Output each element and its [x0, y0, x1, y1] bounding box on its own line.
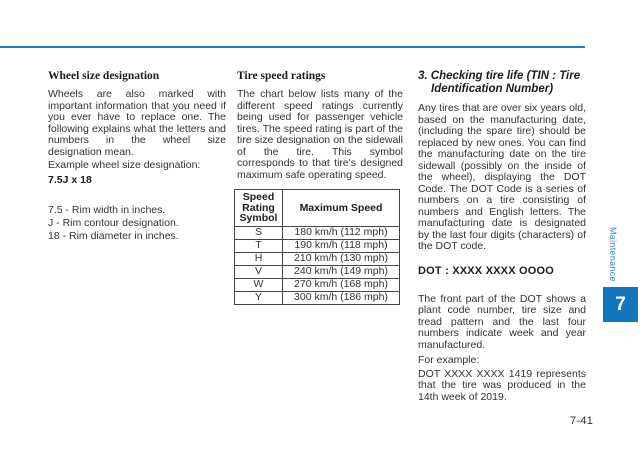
- page-number: 7-41: [570, 415, 594, 427]
- cell-symbol: W: [235, 278, 283, 291]
- cell-symbol: Y: [235, 291, 283, 304]
- cell-speed: 270 km/h (168 mph): [283, 278, 400, 291]
- cell-speed: 240 km/h (149 mph): [283, 265, 400, 278]
- heading-speed-ratings: Tire speed ratings: [237, 70, 326, 82]
- speed-ratings-paragraph: The chart below lists many of the different speed ratings currently being used for passenger vehicle tires. The speed rating is part of the tire size designation on the sidewall of the tire. This symbol corresponds to that tire's designed maximum safe operating speed.: [237, 88, 403, 181]
- table-row: [235, 226, 400, 239]
- cell-speed: 180 km/h (112 mph): [283, 226, 400, 239]
- column-tire-life: [418, 70, 586, 403]
- cell-speed: 210 km/h (130 mph): [283, 252, 400, 265]
- wheel-example-label: Example wheel size designation:: [48, 159, 201, 171]
- wheel-size-legend: [48, 204, 226, 243]
- legend-item-rim-contour: J - Rim contour designation.: [48, 216, 179, 229]
- wheel-size-paragraph: Wheels are also marked with important information that you need if you ever have to replace one. The following explains what the letters and numbers in the wheel size designation mean.: [48, 88, 226, 158]
- header-rule: [0, 46, 585, 48]
- column-wheel-size: [48, 70, 226, 243]
- cell-speed: 190 km/h (118 mph): [283, 239, 400, 252]
- chapter-number-tab: 7: [603, 287, 638, 322]
- tire-life-paragraph: Any tires that are over six years old, based on the manufacturing date, (including the spare tire) should be replaced by new ones. You can find the manufacturing date on the tire sidewall (possibly on the inside of the wheel), displaying the DOT Code. The DOT Code is a series of numbers on a tire consisting of numbers and English letters. The manufacturing date is designated by the last four digits (characters) of the DOT code.: [418, 102, 586, 252]
- table-row: [235, 278, 400, 291]
- table-row: [235, 252, 400, 265]
- legend-item-rim-width: 7.5 - Rim width in inches.: [48, 203, 166, 216]
- for-example-label: For example:: [418, 354, 480, 366]
- cell-symbol: V: [235, 265, 283, 278]
- cell-symbol: S: [235, 226, 283, 239]
- heading-wheel-size: Wheel size designation: [48, 70, 160, 82]
- col-header-maximum-speed: Maximum Speed: [283, 190, 400, 227]
- table-row: [235, 265, 400, 278]
- table-row: [235, 239, 400, 252]
- column-speed-ratings: [237, 70, 403, 305]
- speed-rating-table: [234, 189, 400, 305]
- dot-explanation-paragraph: The front part of the DOT shows a plant code number, tire size and tread pattern and the last four numbers indicate week and year manufactured.: [418, 292, 586, 351]
- cell-symbol: T: [235, 239, 283, 252]
- table-header-row: [235, 190, 400, 227]
- dot-code-line: DOT : XXXX XXXX OOOO: [418, 264, 555, 277]
- dot-example-paragraph: DOT XXXX XXXX 1419 represents that the tire was produced in the 14th week of 2019.: [418, 367, 586, 403]
- cell-speed: 300 km/h (186 mph): [283, 291, 400, 304]
- wheel-example-value: 7.5J x 18: [48, 173, 92, 186]
- cell-symbol: H: [235, 252, 283, 265]
- legend-item-rim-diameter: 18 - Rim diameter in inches.: [48, 229, 179, 242]
- chapter-name-vertical-label: Maintenance: [608, 227, 618, 282]
- table-row: [235, 291, 400, 304]
- col-header-speed-rating-symbol: Speed Rating Symbol: [235, 190, 283, 227]
- heading-tire-life: 3. Checking tire life (TIN : Tire Identification Number): [418, 70, 581, 95]
